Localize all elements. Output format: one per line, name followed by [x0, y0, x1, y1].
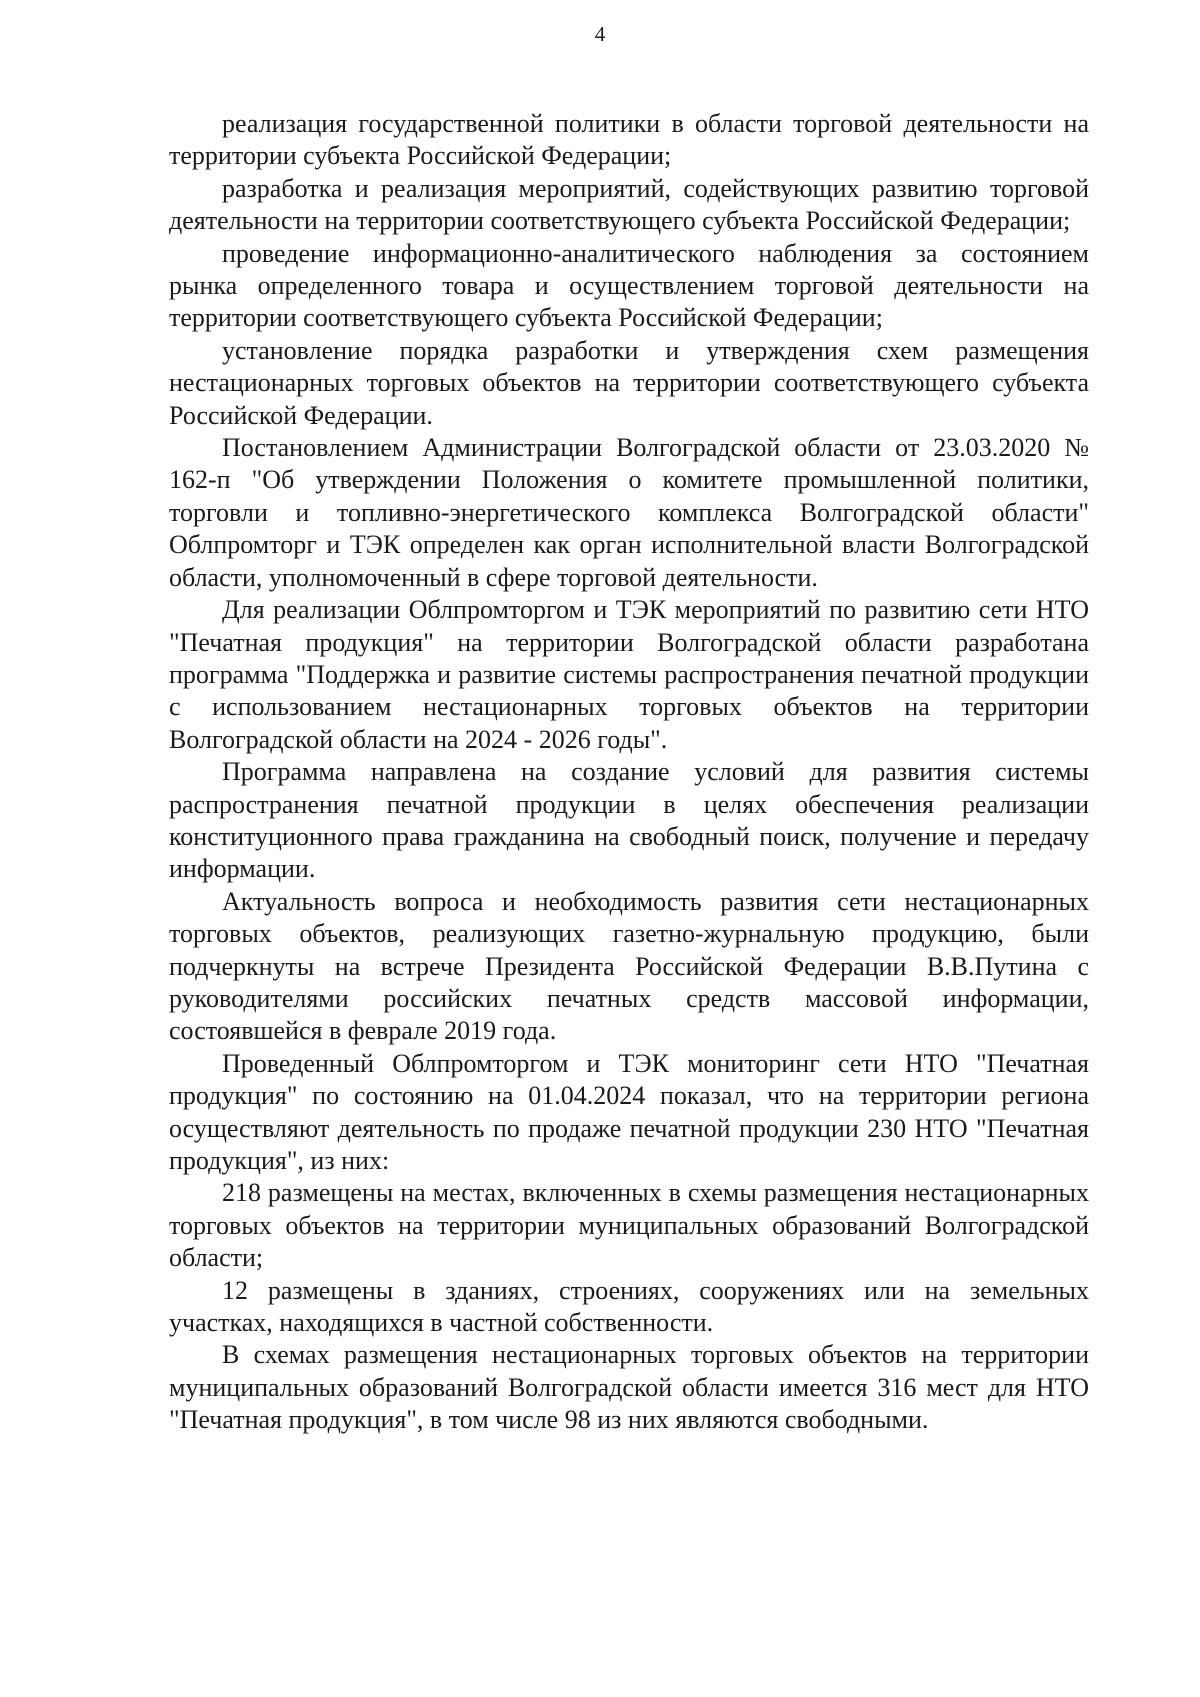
paragraph-11: 12 размещены в зданиях, строениях, сооружениях или на земельных участках, находящихся в частной собственности. [169, 1275, 1089, 1338]
paragraph-10: 218 размещены на местах, включенных в схемы размещения нестационарных торговых объектов на территории муниципальных образований Волгоградской области; [169, 1178, 1089, 1273]
paragraph-4: установление порядка разработки и утверждения схем размещения нестационарных торговых объектов на территории соответствующего субъекта Российской Федерации. [169, 335, 1089, 430]
paragraph-5: Постановлением Администрации Волгоградской области от 23.03.2020 № 162-п "Об утверждении Положения о комитете промышленной политики, торговли и топливно-энергетического комплекса Волгоградской области" Облпромторг и ТЭК определен как орган исполнительной власти Волгоградской области, уполномоченный в сфере торговой деятельности. [169, 433, 1089, 592]
paragraph-2: разработка и реализация мероприятий, содействующих развитию торговой деятельности на территории соответствующего субъекта Российской Федерации; [169, 173, 1089, 236]
paragraph-8: Актуальность вопроса и необходимость развития сети нестационарных торговых объектов, реализующих газетно-журнальную продукцию, были подчеркнуты на встрече Президента Российской Федерации В.В.Путина с руководителями российских печатных средств массовой информации, состоявшейся в феврале 2019 года. [169, 886, 1089, 1046]
document-body [169, 108, 1089, 1437]
paragraph-6: Для реализации Облпромторгом и ТЭК мероприятий по развитию сети НТО "Печатная продукция" на территории Волгоградской области разработана программа "Поддержка и развитие системы распространения печатной продукции с использованием нестационарных торговых объектов на территории Волгоградской области на 2024 - 2026 годы". [169, 595, 1089, 754]
paragraph-9: Проведенный Облпромторгом и ТЭК мониторинг сети НТО "Печатная продукция" по состоянию на 01.04.2024 показал, что на территории региона осуществляют деятельность по продаже печатной продукции 230 НТО "Печатная продукция", из них: [169, 1048, 1089, 1175]
paragraph-7: Программа направлена на создание условий для развития системы распространения печатной продукции в целях обеспечения реализации конституционного права гражданина на свободный поиск, получение и передачу информации. [169, 757, 1089, 884]
paragraph-3: проведение информационно-аналитического наблюдения за состоянием рынка определенного товара и осуществлением торговой деятельности на территории соответствующего субъекта Российской Федерации; [169, 238, 1089, 333]
paragraph-1: реализация государственной политики в области торговой деятельности на территории субъекта Российской Федерации; [169, 109, 1089, 171]
paragraph-12: В схемах размещения нестационарных торговых объектов на территории муниципальных образований Волгоградской области имеется 316 мест для НТО "Печатная продукция", в том числе 98 из них являются свободными. [169, 1340, 1089, 1435]
page-number: 4 [594, 22, 606, 46]
